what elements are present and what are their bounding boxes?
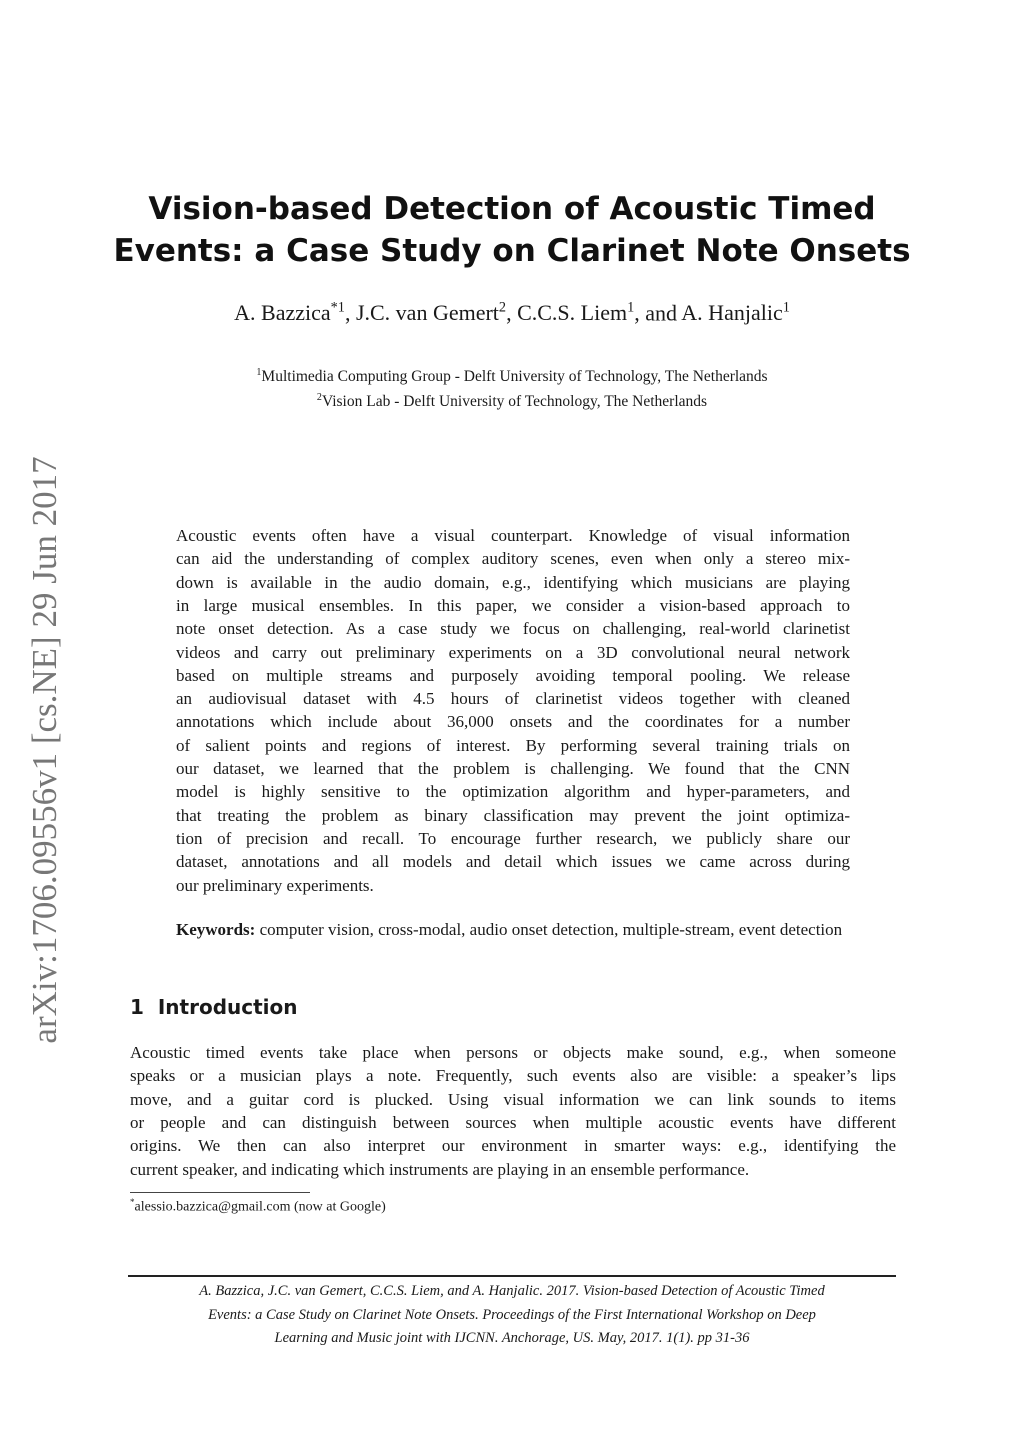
- author-list: A. Bazzica$^{*1}$, J.C. van Gemert$^2$, C.C.S. Liem$^1$, and A. Hanjalic$^1$: [234, 300, 790, 326]
- text-line: our dataset, we learned that the problem is challenging. We found that the CNN: [176, 759, 850, 778]
- affiliations: [0, 362, 1024, 412]
- text-line: or people and can distinguish between sources when multiple acoustic events have different: [130, 1112, 896, 1132]
- footnote: *alessio.bazzica@gmail.com (now at Google): [130, 1197, 386, 1215]
- text-line: current speaker, and indicating which instruments are playing in an ensemble performance.: [130, 1159, 750, 1179]
- text-line: dataset, annotations and all models and detail which issues we came across during: [176, 852, 850, 872]
- author: A. Bazzica$^{*1}$: [234, 300, 345, 326]
- author: C.C.S. Liem$^1$: [517, 300, 635, 326]
- text-line: of salient points and regions of interest. By performing several training trials on: [176, 735, 850, 755]
- text-line: based on multiple streams and purposely avoiding temporal pooling. We release: [176, 665, 850, 685]
- text-line: note onset detection. As a case study we focus on challenging, real-world clarinetist: [176, 619, 850, 639]
- text-line: our preliminary experiments.: [176, 875, 374, 895]
- affiliation: $^1$Multimedia Computing Group - Delft University of Technology, The Netherlands: [256, 367, 768, 386]
- text-line: move, and a guitar cord is plucked. Using visual information we can link sounds to items: [130, 1089, 896, 1109]
- text-line: tion of precision and recall. To encourage further research, we publicly share our: [176, 828, 850, 848]
- text-line: speaks or a musician plays a note. Frequently, such events also are visible: a speaker’s lips: [130, 1066, 896, 1086]
- text-line: model is highly sensitive to the optimization algorithm and hyper-parameters, and: [176, 782, 850, 802]
- title-line: Events: a Case Study on Clarinet Note Onsets: [113, 233, 911, 269]
- text-line: can aid the understanding of complex auditory scenes, even when only a stereo mix-: [176, 549, 850, 569]
- keywords: Keywords: computer vision, cross-modal, audio onset detection, multiple-stream, event detection: [176, 920, 843, 939]
- arxiv-stamp: arXiv:1706.09556v1 [cs.NE] 29 Jun 2017: [25, 456, 64, 1044]
- section-heading: 1 Introduction: [130, 995, 298, 1019]
- text-line: Acoustic timed events take place when persons or objects make sound, e.g., when someone: [130, 1043, 896, 1062]
- text-line: an audiovisual dataset with 4.5 hours of clarinetist videos together with cleaned: [176, 689, 850, 709]
- affiliation: $^2$Vision Lab - Delft University of Technology, The Netherlands: [316, 392, 708, 411]
- text-line: in large musical ensembles. In this paper, we consider a vision-based approach to: [176, 595, 850, 615]
- citation-rule: [128, 1275, 896, 1277]
- text-line: annotations which include about 36,000 onsets and the coordinates for a number: [176, 712, 850, 732]
- text-line: that treating the problem as binary classification may prevent the joint optimiza-: [176, 805, 850, 825]
- citation: A. Bazzica, J.C. van Gemert, C.C.S. Liem, and A. Hanjalic. 2017. Vision-based Detection of Acoustic Timed Events: a Case Study on Clarinet Note Onsets. Proceedings of the First International Workshop on Deep Learning and Music joint with IJCNN. Anchorage, US. May, 2017. 1(1). pp 31-36: [199, 1283, 825, 1346]
- text-line: origins. We then can also interpret our environment in smarter ways: e.g., identifying the: [130, 1136, 896, 1156]
- text-line: down is available in the audio domain, e.g., identifying which musicians are playing: [176, 572, 850, 592]
- text-line: Acoustic events often have a visual counterpart. Knowledge of visual information: [176, 526, 850, 545]
- paper-title: [0, 188, 1024, 272]
- text-line: videos and carry out preliminary experiments on a 3D convolutional neural network: [176, 642, 850, 662]
- author: A. Hanjalic$^1$: [681, 300, 790, 326]
- footnote-rule: [130, 1192, 310, 1193]
- author: J.C. van Gemert$^2$: [355, 300, 507, 326]
- title-line: Vision-based Detection of Acoustic Timed: [148, 191, 876, 227]
